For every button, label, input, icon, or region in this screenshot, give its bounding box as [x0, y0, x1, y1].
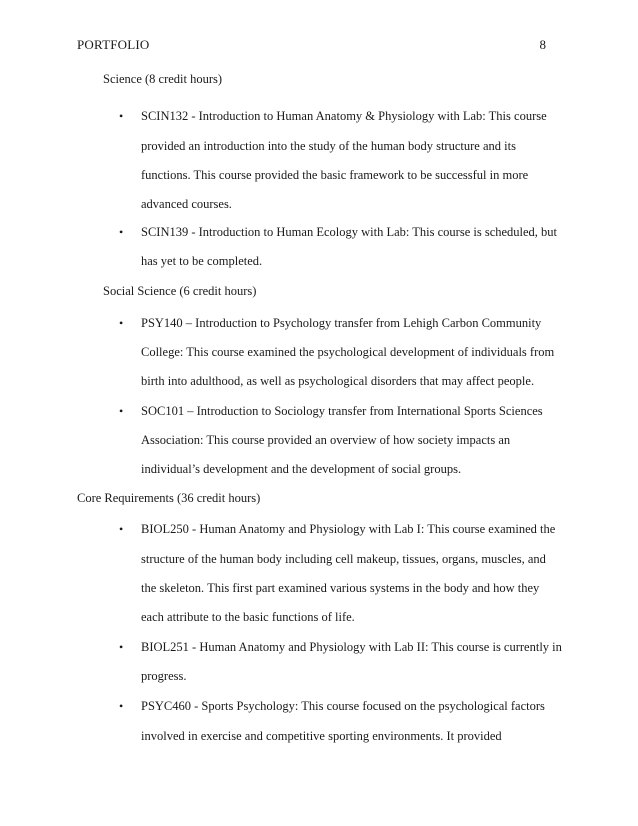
bullet-icon: • [119, 109, 124, 123]
item-line: birth into adulthood, as well as psychological disorders that may affect people. [141, 374, 535, 388]
item-line: provided an introduction into the study of the human body structure and its [141, 139, 516, 153]
item-line: College: This course examined the psychological development of individuals from [141, 345, 555, 359]
running-head: PORTFOLIO [77, 37, 150, 52]
page-number: 8 [539, 37, 546, 52]
item-line: advanced courses. [141, 197, 232, 211]
item-line: has yet to be completed. [141, 254, 263, 268]
bullet-icon: • [119, 699, 124, 713]
item-line: Association: This course provided an overview of how society impacts an [141, 433, 511, 447]
item-line: individual’s development and the development of social groups. [141, 462, 462, 476]
item-line: SCIN132 - Introduction to Human Anatomy & Physiology with Lab: This course [141, 109, 547, 123]
bullet-icon: • [119, 522, 124, 536]
item-line: involved in exercise and competitive sporting environments. It provided [141, 729, 502, 743]
bullet-icon: • [119, 225, 124, 239]
item-line: SOC101 – Introduction to Sociology transfer from International Sports Sciences [141, 404, 543, 418]
bullet-icon: • [119, 404, 124, 418]
item-line: functions. This course provided the basic framework to be successful in more [141, 168, 529, 182]
item-line: BIOL251 - Human Anatomy and Physiology with Lab II: This course is currently in [141, 640, 562, 654]
item-line: SCIN139 - Introduction to Human Ecology with Lab: This course is scheduled, but [141, 225, 558, 239]
item-line: the skeleton. This first part examined various systems in the body and how they [141, 581, 540, 595]
section-heading-social-science: Social Science (6 credit hours) [103, 284, 257, 298]
bullet-icon: • [119, 316, 124, 330]
item-line: each attribute to the basic functions of life. [141, 610, 355, 624]
item-line: BIOL250 - Human Anatomy and Physiology with Lab I: This course examined the [141, 522, 556, 536]
item-line: PSYC460 - Sports Psychology: This course focused on the psychological factors [141, 699, 545, 713]
item-line: structure of the human body including cell makeup, tissues, organs, muscles, and [141, 552, 546, 566]
section-heading-core-requirements: Core Requirements (36 credit hours) [77, 491, 261, 505]
section-heading-science: Science (8 credit hours) [103, 72, 223, 86]
item-line: progress. [141, 669, 187, 683]
bullet-icon: • [119, 640, 124, 654]
item-line: PSY140 – Introduction to Psychology transfer from Lehigh Carbon Community [141, 316, 542, 330]
